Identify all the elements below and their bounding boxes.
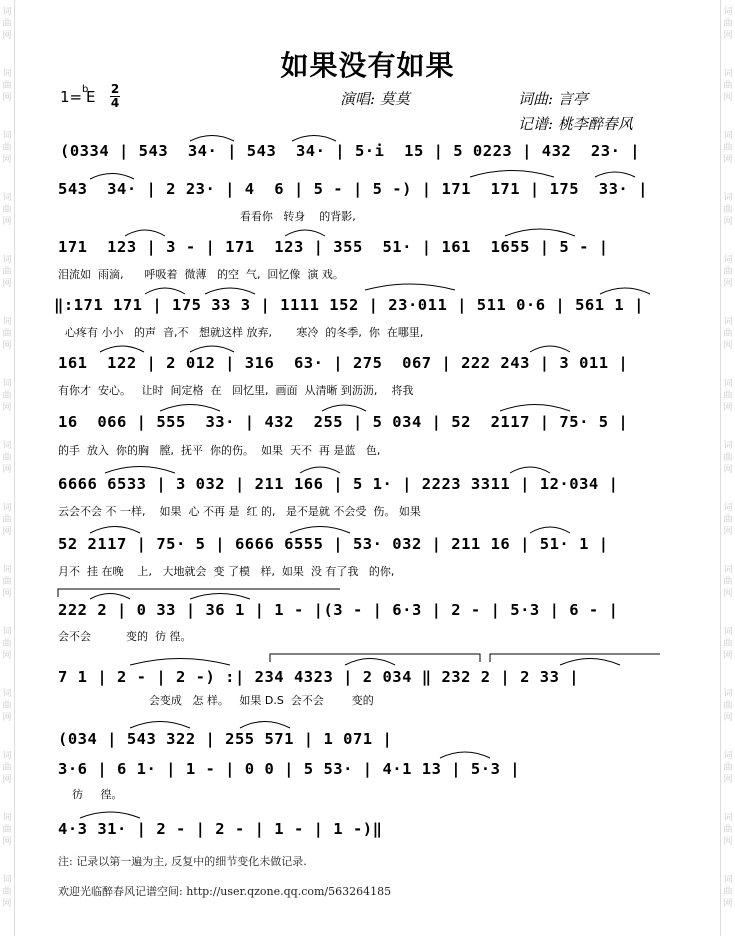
slur [80, 812, 140, 818]
watermark-left: 词 曲 网 [2, 379, 12, 413]
watermark-left: 词 曲 网 [2, 441, 12, 475]
watermark-left: 词 曲 网 [2, 255, 12, 289]
key-prefix: 1= [60, 88, 83, 106]
slur [600, 288, 650, 294]
slur [240, 722, 290, 729]
volta-2 [270, 654, 480, 662]
slur [290, 527, 350, 534]
slur [190, 136, 234, 142]
slur [500, 405, 570, 412]
slur [530, 346, 570, 352]
notation-row-6: 16 066 | 555 33· | 432 255 | 5 034 | 52 2117 | 75· 5 | [58, 413, 629, 431]
notation-row-5: 161 122 | 2 012 | 316 63· | 275 067 | 222 243 | 3 011 | [58, 354, 629, 372]
watermark-left: 词 曲 网 [2, 131, 12, 165]
lyric-row-6: 的手 放入 你的胸 膛, 抚平 你的伤。 如果 天不 再 是蓝 色, [58, 444, 381, 457]
notation-row-3: 171 123 | 3 - | 171 123 | 355 51· | 161 1655 | 5 - | [58, 238, 609, 256]
slur [105, 467, 175, 474]
watermark-right: 词 曲 网 [723, 565, 733, 599]
watermark-right: 词 曲 网 [723, 379, 733, 413]
watermark-left: 词 曲 网 [2, 751, 12, 785]
slur [145, 288, 185, 294]
slur [205, 288, 255, 294]
watermark-left: 词 曲 网 [2, 317, 12, 351]
notation-row-7: 6666 6533 | 3 032 | 211 166 | 5 1· | 2223 3311 | 12·034 | [58, 475, 619, 493]
watermark-left: 词 曲 网 [2, 503, 12, 537]
lyric-row-12: 彷 徨。 [58, 788, 123, 801]
notation-row-1: (0334 | 543 34· | 543 34· | 5·i 15 | 5 0223 | 432 23· | [60, 142, 641, 160]
slur [190, 594, 250, 600]
watermark-left: 词 曲 网 [2, 627, 12, 661]
slur [345, 659, 395, 666]
slur [125, 230, 165, 236]
slur [505, 229, 575, 236]
slur [190, 346, 234, 352]
transcriber: 记谱: 桃李醉春风 [518, 115, 633, 133]
slur [130, 659, 230, 666]
slur [595, 172, 635, 177]
footer-note: 注: 记录以第一遍为主, 反复中的细节变化未做记录. [58, 855, 307, 868]
time-top: 2 [110, 82, 120, 96]
watermark-left: 词 曲 网 [2, 689, 12, 723]
lyric-row-4: 心疼有 小小 的声 音,不 想就这样 放弃, 寒冷 的冬季, 你 在哪里, [58, 326, 424, 339]
lyric-row-2: 看看你 转身 的背影, [58, 210, 356, 223]
lyric-row-10: 会变成 怎 样。 如果 D.S 会不会 变的 [58, 694, 374, 707]
volta-3 [490, 654, 660, 662]
watermark-right: 词 曲 网 [723, 131, 733, 165]
watermark-right: 词 曲 网 [723, 751, 733, 785]
slur [292, 136, 336, 142]
watermark-right: 词 曲 网 [723, 813, 733, 847]
notation-row-9: 222 2 | 0 33 | 36 1 | 1 - |(3 - | 6·3 | 2 - | 5·3 | 6 - | [58, 601, 619, 619]
slur [510, 467, 550, 473]
slur [285, 230, 325, 236]
slur [160, 405, 220, 412]
time-bottom: 4 [110, 96, 120, 110]
singer: 演唱: 莫莫 [340, 90, 410, 108]
notation-row-4: ‖:171 171 | 175 33 3 | 1111 152 | 23·011 | 511 0·6 | 561 1 | [54, 296, 644, 314]
slur [530, 527, 570, 533]
slur [470, 171, 554, 178]
slur [560, 659, 620, 666]
watermark-right: 词 曲 网 [723, 627, 733, 661]
lyric-row-5: 有你才 安心。 让时 间定格 在 回忆里, 画面 从清晰 到沥沥, 将我 [58, 384, 414, 397]
watermark-right: 词 曲 网 [723, 193, 733, 227]
slur [90, 527, 140, 534]
slur [100, 346, 144, 352]
watermark-left: 词 曲 网 [2, 193, 12, 227]
watermark-right: 词 曲 网 [723, 875, 733, 909]
watermark-left: 词 曲 网 [2, 875, 12, 909]
lyric-row-3: 泪流如 雨滴, 呼吸着 微薄 的空 气, 回忆像 演 戏。 [58, 268, 344, 281]
slur [322, 405, 366, 411]
slur [300, 467, 340, 473]
watermark-right: 词 曲 网 [723, 255, 733, 289]
slur [90, 174, 134, 180]
watermark-right: 词 曲 网 [723, 317, 733, 351]
key-flat: b [82, 84, 89, 95]
key-note: E [86, 88, 96, 106]
watermark-left: 词 曲 网 [2, 813, 12, 847]
lyric-row-7: 云会不会 不 一样, 如果 心 不再 是 红 的, 是不是就 不会受 伤。 如果 [58, 505, 421, 518]
watermark-right: 词 曲 网 [723, 7, 733, 41]
lyric-row-9: 会不会 变的 彷 徨。 [58, 630, 192, 643]
notation-row-2: 543 34· | 2 23· | 4 6 | 5 - | 5 -) | 171 171 | 175 33· | [58, 180, 648, 198]
song-title: 如果没有如果 [280, 49, 455, 82]
notation-row-10: 7 1 | 2 - | 2 -) :| 234 4323 | 2 034 ‖ 232 2 | 2 33 | [58, 668, 580, 686]
lyricist: 词曲: 言亭 [518, 90, 588, 108]
watermark-right: 词 曲 网 [723, 503, 733, 537]
slur [90, 594, 130, 600]
slur [365, 284, 455, 290]
watermark-left: 词 曲 网 [2, 69, 12, 103]
notation-row-12: 3·6 | 6 1· | 1 - | 0 0 | 5 53· | 4·1 13 | 5·3 | [58, 760, 521, 778]
watermark-right: 词 曲 网 [723, 69, 733, 103]
watermark-right: 词 曲 网 [723, 441, 733, 475]
notation-row-11: (034 | 543 322 | 255 571 | 1 071 | [58, 730, 393, 748]
footer-welcome: 欢迎光临醉春风记谱空间: http://user.qzone.qq.com/563264185 [58, 885, 392, 898]
slur [440, 752, 490, 758]
watermark-left: 词 曲 网 [2, 565, 12, 599]
watermark-right: 词 曲 网 [723, 689, 733, 723]
notation-row-8: 52 2117 | 75· 5 | 6666 6555 | 53· 032 | 211 16 | 51· 1 | [58, 535, 609, 553]
slur [130, 722, 190, 729]
watermark-left: 词 曲 网 [2, 7, 12, 41]
notation-row-13: 4·3 31· | 2 - | 2 - | 1 - | 1 -)‖ [58, 820, 383, 838]
lyric-row-8: 月不 挂 在晚 上, 大地就会 变 了模 样, 如果 没 有了我 的你, [58, 565, 395, 578]
